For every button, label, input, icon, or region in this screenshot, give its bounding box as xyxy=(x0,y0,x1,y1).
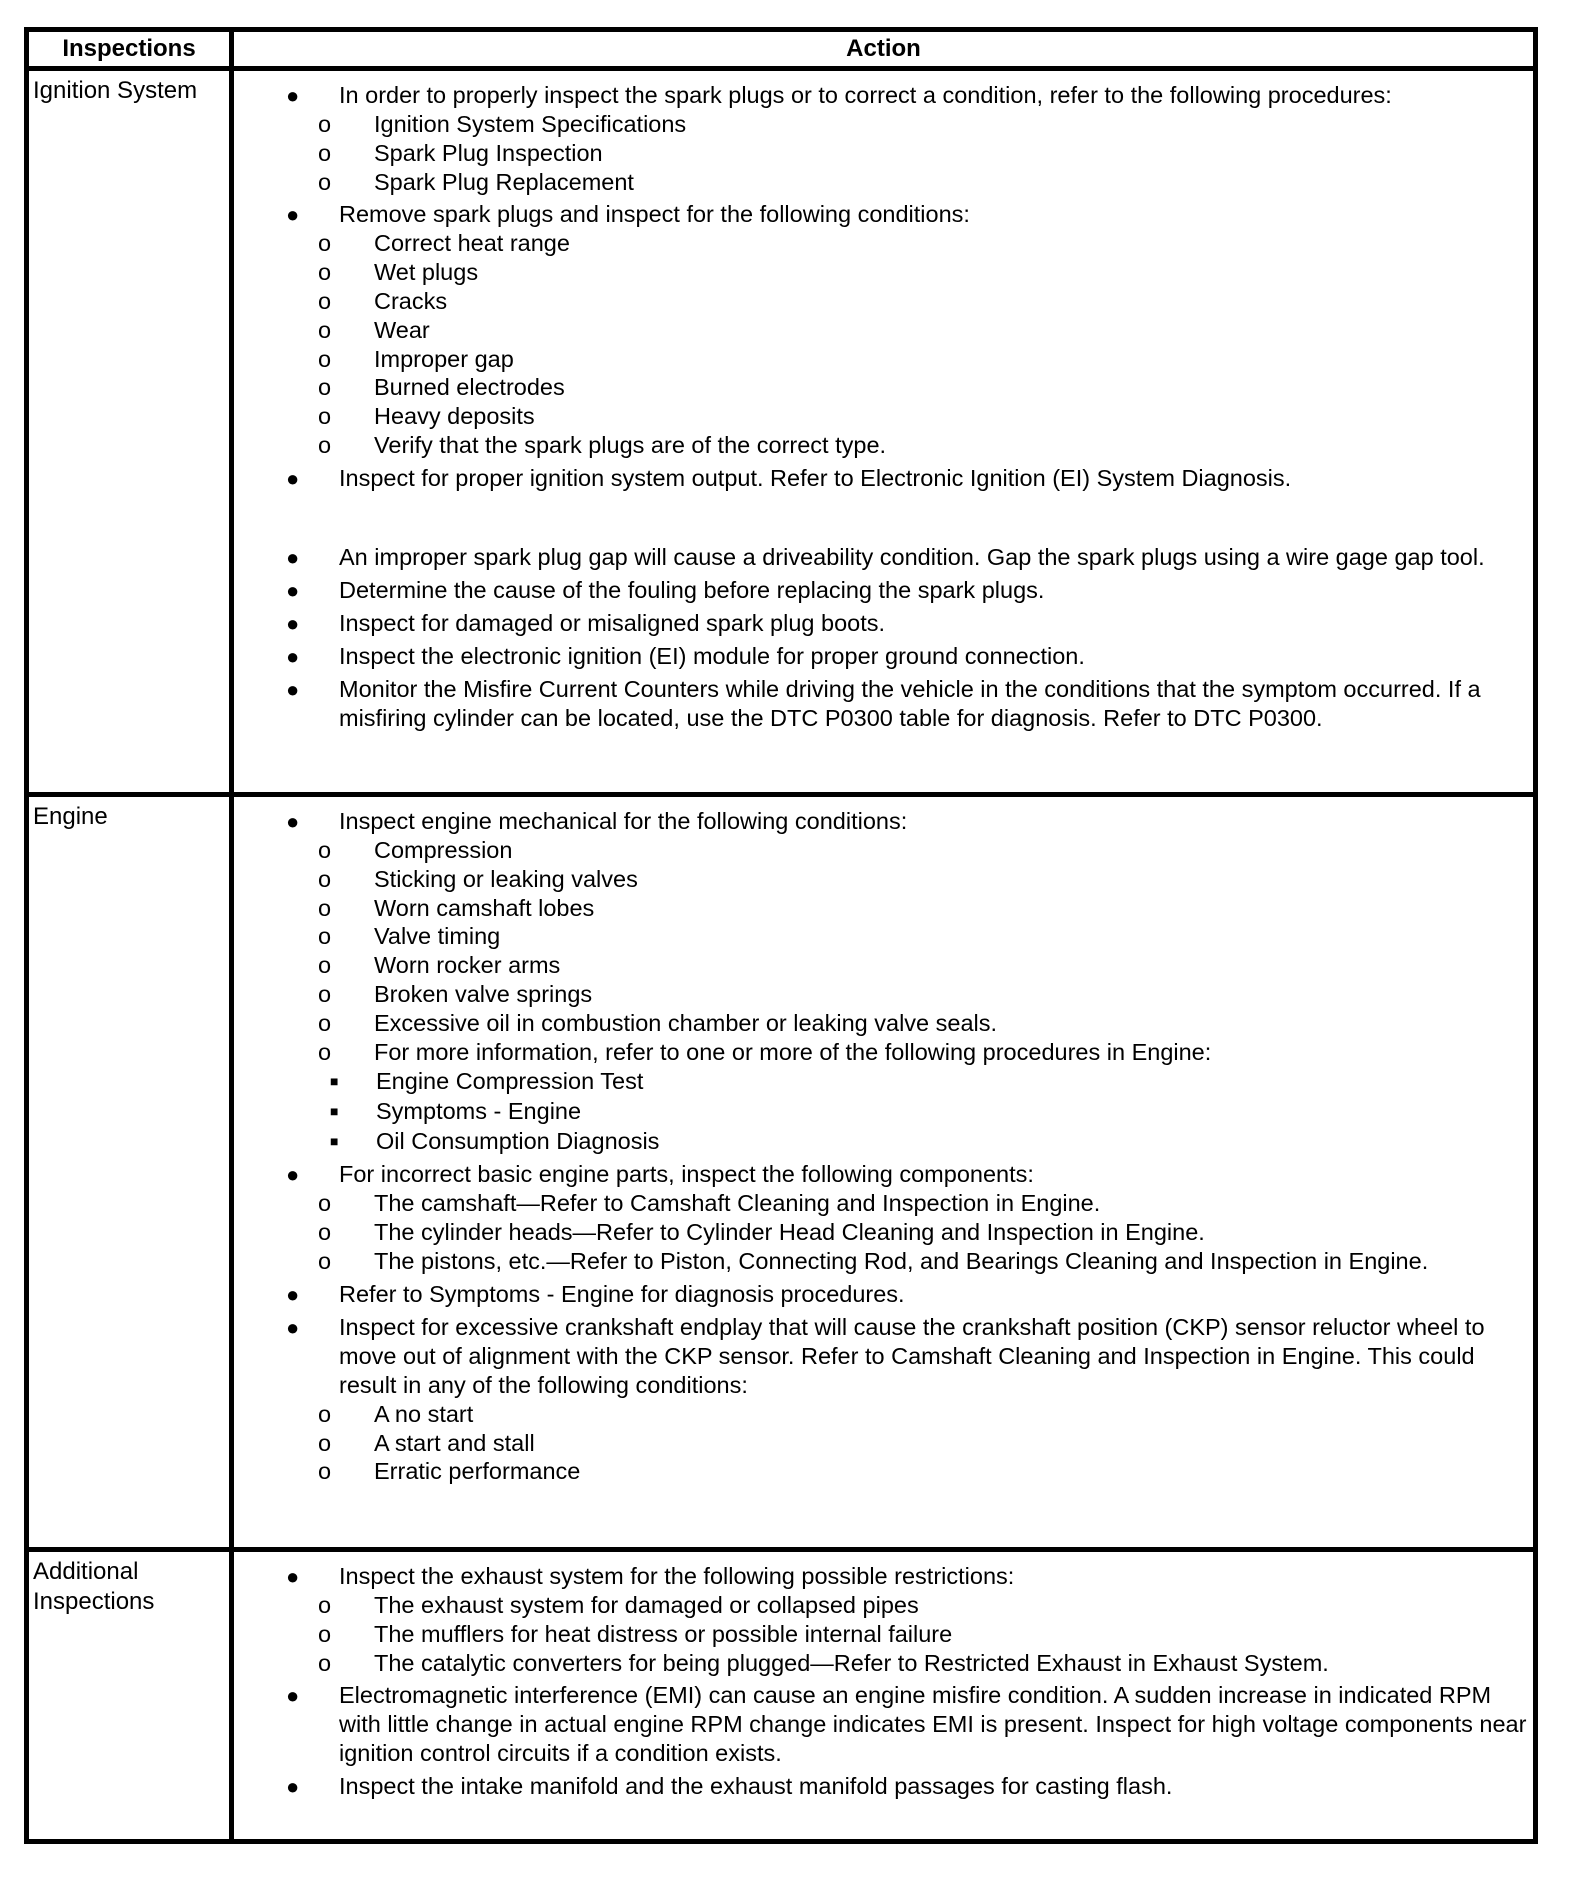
bullet-icon: ● xyxy=(286,1162,300,1188)
list-item xyxy=(234,1280,1529,1309)
circle-bullet-icon: o xyxy=(318,345,332,372)
item-text: Inspect the exhaust system for the following possible restrictions: xyxy=(339,1563,1015,1589)
sub-list-item xyxy=(276,110,1529,139)
item-text: A start and stall xyxy=(374,1429,535,1456)
circle-bullet-icon: o xyxy=(318,1247,332,1274)
circle-bullet-icon: o xyxy=(318,1458,332,1485)
item-text: The camshaft—Refer to Camshaft Cleaning and Inspection in Engine. xyxy=(374,1190,1101,1217)
sub-sub-list-item xyxy=(276,1096,1529,1126)
sub-list-item xyxy=(276,922,1529,951)
sub-list xyxy=(276,1591,1529,1677)
item-text: Ignition System Specifications xyxy=(374,111,687,137)
sub-list-item xyxy=(276,287,1529,316)
circle-bullet-icon: o xyxy=(318,1429,332,1456)
circle-bullet-icon: o xyxy=(318,1649,332,1676)
list-item xyxy=(234,81,1529,196)
sub-list-item xyxy=(276,1218,1529,1247)
sub-sub-list-item xyxy=(276,1066,1529,1096)
sub-list-item xyxy=(276,1457,1529,1486)
sub-list-item xyxy=(276,865,1529,894)
sub-list-item xyxy=(276,951,1529,980)
sub-list-item xyxy=(276,1591,1529,1620)
circle-bullet-icon: o xyxy=(318,1219,332,1246)
table-row-ignition-system xyxy=(27,69,1536,795)
item-text: Inspect for proper ignition system output. Refer to Electronic Ignition (EI) System Diagnosis. xyxy=(339,464,1292,491)
item-text: Spark Plug Inspection xyxy=(374,139,603,166)
item-text: Compression xyxy=(374,837,513,863)
bullet-icon: ● xyxy=(286,1281,300,1307)
item-text: Sticking or leaking valves xyxy=(374,865,638,892)
circle-bullet-icon: o xyxy=(318,1620,332,1647)
table-header-row xyxy=(27,30,1536,69)
circle-bullet-icon: o xyxy=(318,259,332,286)
item-text: The catalytic converters for being plugged—Refer to Restricted Exhaust in Exhaust System. xyxy=(374,1649,1329,1676)
item-text: Spark Plug Replacement xyxy=(374,168,634,195)
item-text: Correct heat range xyxy=(374,230,570,257)
circle-bullet-icon: o xyxy=(318,431,332,458)
sub-list-item xyxy=(276,1620,1529,1649)
sub-list-item xyxy=(276,1189,1529,1218)
item-text: The cylinder heads—Refer to Cylinder Head Cleaning and Inspection in Engine. xyxy=(374,1219,1205,1246)
action-cell xyxy=(232,69,1536,795)
item-text: Erratic performance xyxy=(374,1458,581,1485)
circle-bullet-icon: o xyxy=(318,139,332,166)
bullet-icon: ● xyxy=(286,1564,300,1589)
item-text: An improper spark plug gap will cause a driveability condition. Gap the spark plugs using a wire gage gap tool. xyxy=(339,543,1485,570)
table-row-additional-inspections xyxy=(27,1550,1536,1842)
circle-bullet-icon: o xyxy=(318,316,332,343)
bullet-icon: ● xyxy=(286,610,300,636)
item-text: Wear xyxy=(374,316,430,343)
sub-list-item xyxy=(276,373,1529,402)
item-text: Oil Consumption Diagnosis xyxy=(376,1128,660,1155)
circle-bullet-icon: o xyxy=(318,1400,332,1427)
sub-list-item xyxy=(276,1038,1529,1157)
item-text: The pistons, etc.—Refer to Piston, Connecting Rod, and Bearings Cleaning and Inspection in Engine. xyxy=(374,1247,1429,1274)
sub-list xyxy=(276,110,1529,196)
square-bullet-icon: ■ xyxy=(330,1073,339,1090)
item-text: Inspect the intake manifold and the exhaust manifold passages for casting flash. xyxy=(339,1773,1173,1800)
item-text: Broken valve springs xyxy=(374,980,593,1007)
item-text: In order to properly inspect the spark plugs or to correct a condition, refer to the following procedures: xyxy=(339,82,1392,108)
bullet-icon: ● xyxy=(286,1683,300,1709)
circle-bullet-icon: o xyxy=(318,980,332,1007)
inspections-table xyxy=(24,27,1538,1844)
list-item xyxy=(234,576,1529,605)
table-row-engine xyxy=(27,795,1536,1550)
sub-list-item xyxy=(276,1429,1529,1458)
circle-bullet-icon: o xyxy=(318,403,332,430)
circle-bullet-icon: o xyxy=(318,1190,332,1217)
header-action: Action xyxy=(232,30,1536,69)
bullet-icon: ● xyxy=(286,809,300,834)
circle-bullet-icon: o xyxy=(318,894,332,921)
item-text: Worn camshaft lobes xyxy=(374,894,595,921)
sub-list xyxy=(276,229,1529,459)
list-item xyxy=(234,1562,1529,1677)
item-text: Symptoms - Engine xyxy=(376,1098,582,1125)
item-text: Remove spark plugs and inspect for the following conditions: xyxy=(339,201,970,228)
item-text: Inspect for excessive crankshaft endplay that will cause the crankshaft position (CKP) sensor reluctor wheel to move out of alignment with the CKP sensor. Refer to Camshaft Cleaning and Inspection in Engine. This could result in any of the following conditions: xyxy=(339,1313,1485,1398)
list-item xyxy=(234,609,1529,638)
circle-bullet-icon: o xyxy=(318,287,332,314)
sub-list-item xyxy=(276,258,1529,287)
list-item xyxy=(234,1772,1529,1801)
item-text: Inspect engine mechanical for the following conditions: xyxy=(339,808,908,834)
item-text: Inspect for damaged or misaligned spark plug boots. xyxy=(339,609,886,636)
bullet-icon: ● xyxy=(286,465,300,491)
square-bullet-icon: ■ xyxy=(330,1103,339,1120)
circle-bullet-icon: o xyxy=(318,111,332,137)
item-text: Wet plugs xyxy=(374,259,479,286)
circle-bullet-icon: o xyxy=(318,952,332,979)
item-text: Burned electrodes xyxy=(374,374,565,401)
bullet-icon: ● xyxy=(286,544,300,570)
sub-list-item xyxy=(276,1009,1529,1038)
list-item xyxy=(234,464,1529,493)
sub-list-item xyxy=(276,431,1529,460)
sub-list xyxy=(276,1066,1529,1156)
circle-bullet-icon: o xyxy=(318,374,332,401)
square-bullet-icon: ■ xyxy=(330,1133,339,1150)
list-item xyxy=(234,200,1529,459)
item-text: For more information, refer to one or more of the following procedures in Engine: xyxy=(374,1038,1212,1065)
circle-bullet-icon: o xyxy=(318,230,332,257)
sub-list-item xyxy=(276,229,1529,258)
item-text: The mufflers for heat distress or possible internal failure xyxy=(374,1620,953,1647)
item-text: Electromagnetic interference (EMI) can cause an engine misfire condition. A sudden increase in indicated RPM with little change in actual engine RPM change indicates EMI is present. Inspect for high voltage components near ignition control circuits if a condition exists. xyxy=(339,1682,1527,1767)
action-cell xyxy=(232,1550,1536,1842)
circle-bullet-icon: o xyxy=(318,168,332,195)
list-item xyxy=(234,642,1529,671)
sub-list-item xyxy=(276,980,1529,1009)
sub-list-item xyxy=(276,894,1529,923)
list-item xyxy=(234,1160,1529,1275)
bullet-icon: ● xyxy=(286,1314,300,1340)
sub-list-item xyxy=(276,345,1529,374)
item-text: The exhaust system for damaged or collapsed pipes xyxy=(374,1592,919,1618)
bullet-icon: ● xyxy=(286,83,300,108)
item-text: Worn rocker arms xyxy=(374,952,561,979)
bullet-icon: ● xyxy=(286,577,300,603)
header-inspections: Inspections xyxy=(27,30,232,69)
circle-bullet-icon: o xyxy=(318,1038,332,1065)
bullet-icon: ● xyxy=(286,1774,300,1800)
item-text: Cracks xyxy=(374,287,448,314)
category-cell: Additional Inspections xyxy=(27,1550,232,1842)
list-item xyxy=(234,1313,1529,1486)
list-item xyxy=(234,543,1529,572)
item-text: A no start xyxy=(374,1400,474,1427)
bullet-icon: ● xyxy=(286,676,300,702)
action-cell xyxy=(232,795,1536,1550)
category-cell: Engine xyxy=(27,795,232,1550)
sub-list-item xyxy=(276,1400,1529,1429)
sub-list xyxy=(276,836,1529,1156)
item-text: Heavy deposits xyxy=(374,403,535,430)
circle-bullet-icon: o xyxy=(318,1592,332,1618)
circle-bullet-icon: o xyxy=(318,865,332,892)
sub-list-item xyxy=(276,836,1529,865)
bullet-icon: ● xyxy=(286,202,300,228)
bullet-icon: ● xyxy=(286,643,300,669)
spacer xyxy=(234,497,1529,539)
item-text: Verify that the spark plugs are of the correct type. xyxy=(374,431,887,458)
list-item xyxy=(234,675,1529,733)
sub-list-item xyxy=(276,316,1529,345)
item-text: Valve timing xyxy=(374,923,501,950)
sub-list xyxy=(276,1400,1529,1486)
item-text: Improper gap xyxy=(374,345,514,372)
item-text: For incorrect basic engine parts, inspect the following components: xyxy=(339,1161,1034,1188)
sub-list-item xyxy=(276,402,1529,431)
item-text: Refer to Symptoms - Engine for diagnosis procedures. xyxy=(339,1280,905,1307)
circle-bullet-icon: o xyxy=(318,1009,332,1036)
sub-list-item xyxy=(276,1649,1529,1678)
item-text: Monitor the Misfire Current Counters while driving the vehicle in the conditions that the symptom occurred. If a misfiring cylinder can be located, use the DTC P0300 table for diagnosis. Refer to DTC P0300. xyxy=(339,675,1481,731)
item-text: Determine the cause of the fouling before replacing the spark plugs. xyxy=(339,576,1045,603)
sub-list-item xyxy=(276,1247,1529,1276)
circle-bullet-icon: o xyxy=(318,837,332,863)
list-item xyxy=(234,807,1529,1156)
circle-bullet-icon: o xyxy=(318,923,332,950)
item-text: Inspect the electronic ignition (EI) module for proper ground connection. xyxy=(339,642,1085,669)
list-item xyxy=(234,1681,1529,1768)
sub-list-item xyxy=(276,168,1529,197)
item-text: Engine Compression Test xyxy=(376,1068,644,1095)
category-cell: Ignition System xyxy=(27,69,232,795)
sub-list-item xyxy=(276,139,1529,168)
item-text: Excessive oil in combustion chamber or leaking valve seals. xyxy=(374,1009,998,1036)
sub-sub-list-item xyxy=(276,1126,1529,1156)
sub-list xyxy=(276,1189,1529,1275)
